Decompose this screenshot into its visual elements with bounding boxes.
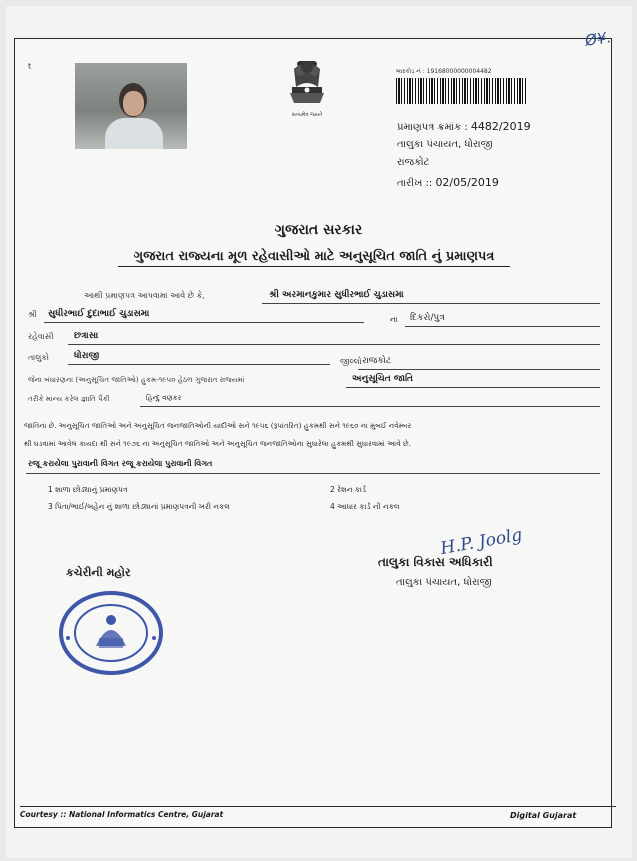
applicant-name: શ્રી અરમાનકુમાર સુધીરભાઈ ચુડાસમા [269,290,404,300]
legal-paragraph [24,417,604,453]
district: રાજકોટ [362,356,392,366]
caste: અનુસૂચિત જાતિ [352,374,413,384]
signature: H.P. Joolg [438,524,524,560]
caste-label: જેના બંધારણના (અનુસૂચિત જાતિઓ) હુકમ-૧૯૫૦ હેઠળ ગુજરાત રાજ્યમાં [28,375,245,384]
evidence-item: 1 શાળા છોડ્યાનું પ્રમાણપત્ર [48,485,128,494]
certificate-number-label: પ્રમાણપત્ર ક્રમાંક : [397,122,468,133]
parent-name: સુધીરભાઈ દુદાભાઈ ચુડાસમા [48,309,150,319]
tick-mark: ᵗ [28,62,32,77]
signatory-title: તાલુકા વિકાસ અધિકારી [378,555,493,569]
government-heading: ગુજરાત સરકાર [274,222,363,238]
na-label: ના [390,315,398,324]
signatory-office: તાલુકા પંચાયત, ધોરાજી [396,577,492,588]
corner-mark: Ø¥. [583,28,613,50]
office-line-1: તાલુકા પંચાયત, ધોરાજી [397,139,493,150]
paragraph-line-2: થી ઘડવામાં આવેલ કાયદા થી સને ૧૯૭૬ ના અનુસૂચિત જાતિઓ અને અનુસૂચિત જનજાતિઓના સુધારેલા હુકમથી સુધારવામાં આવે છે. [24,439,411,448]
certificate-number: 4482/2019 [470,120,531,133]
resident-label: રહેવાસી [28,332,54,341]
sub-caste: હિન્દુ વણકર [146,394,182,402]
barcode-number: બારકોડ નં : 19168000000004482 [396,68,492,75]
taluka: ધોરાજી [74,351,100,361]
evidence-heading: રજૂ કરાયેલા પુરાવાની વિગત રજૂ કરાયેલા પુરાવાની વિગત [28,459,213,468]
office-line-2: રાજકોટ [397,157,430,168]
resident-village: છત્રાસા [74,331,99,341]
office-seal-label: કચેરીની મહોર [66,566,131,579]
barcode [396,78,526,104]
footer-courtesy: Courtesy :: National Informatics Centre, Gujarat [20,810,224,819]
certificate-number-row [397,120,531,133]
date-label: તારીખ :: [397,178,433,189]
taluka-label: તાલુકો [28,353,49,362]
footer-brand: Digital Gujarat [510,811,577,820]
intro-text: આથી પ્રમાણપત્ર આપવામાં આવે છે કે, [84,291,205,300]
shri-label: શ્રી [28,310,37,319]
evidence-item: 4 આધાર કાર્ડ ની નકલ [330,502,400,511]
district-label: જીલ્લો [340,357,362,366]
office-stamp-icon [56,588,166,678]
emblem-caption: સત્યમેવ જયતે [291,112,323,118]
certificate-title: ગુજરાત રાજ્યના મૂળ રહેવાસીઓ માટે અનુસૂચિત જાતિ નું પ્રમાણપત્ર [118,249,510,267]
date-row [397,176,499,189]
issue-date: 02/05/2019 [435,176,499,189]
evidence-item: 3 પિતા/ભાઈ/બહેન નું શાળા છોડ્યાનાં પ્રમાણપત્રની ખરી નકલ [48,502,230,511]
paragraph-line-1: જાતિના છે. અનુસૂચિત જાતિઓ અને અનુસૂચિત જનજાતિઓની યાદીઓ સને ૧૯૫૬ (રૂપાંતરિત) હુકમથી સને ૧૯૬૦ ના મુંબઈ નવેમ્બર [24,421,412,430]
recognized-label: તરીકે માન્ય કરેલ જ્ઞાતિ પૈકી [28,394,110,403]
applicant-photo [75,63,187,149]
evidence-item: 2 રેશન કાર્ડ [330,485,367,494]
relation: દિકરો/પુત્ર [410,313,445,323]
